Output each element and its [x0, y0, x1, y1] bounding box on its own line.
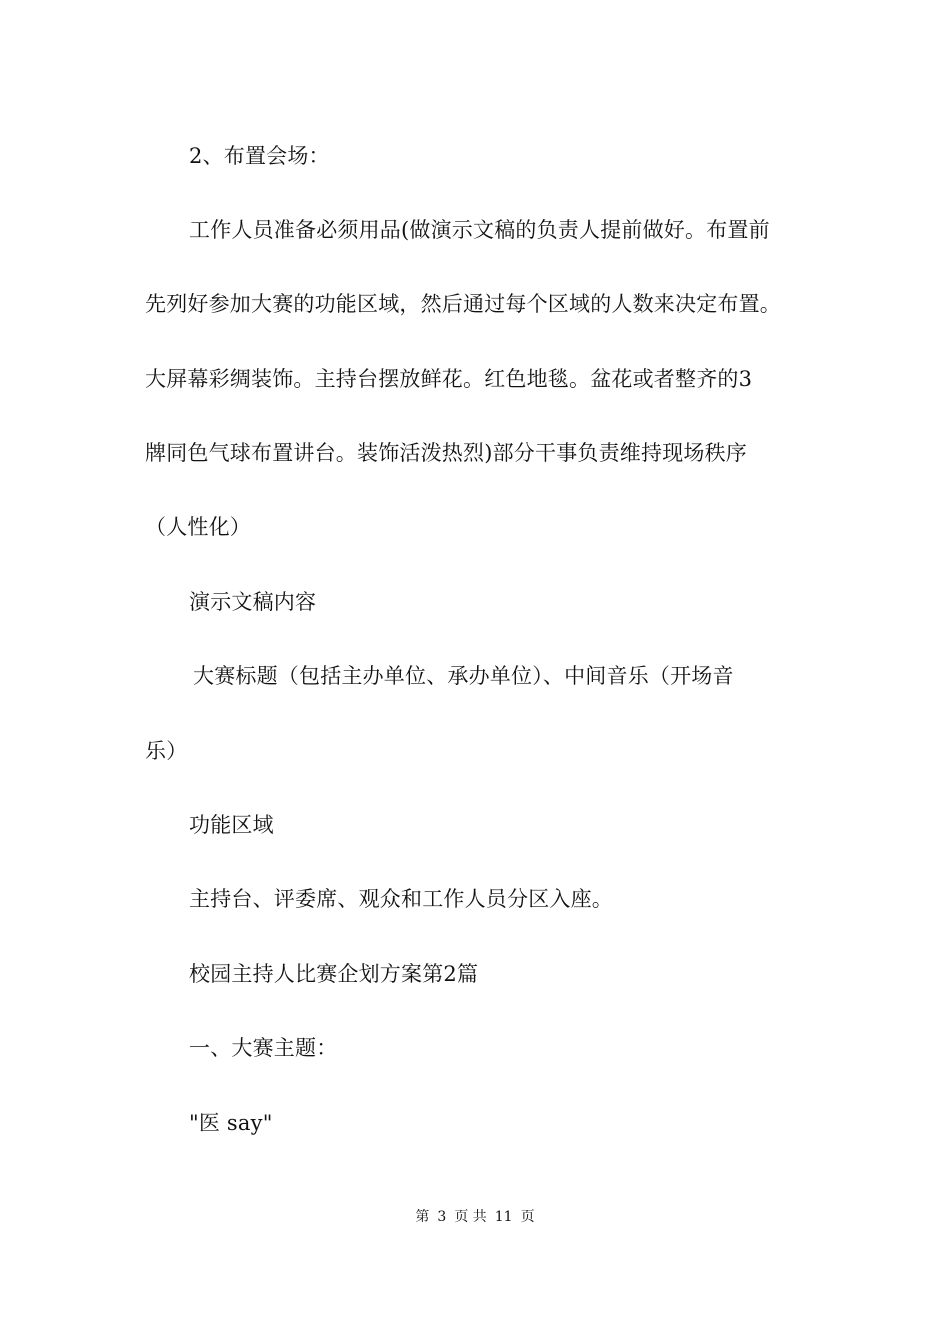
subheading-presentation-content: 演示文稿内容: [189, 590, 317, 614]
paragraph-line: 大赛标题（包括主办单位、承办单位）、中间音乐（开场音: [193, 664, 734, 688]
paragraph-line: 主持台、评委席、观众和工作人员分区入座。: [189, 887, 613, 911]
paragraph-line: 乐）: [145, 739, 188, 763]
paragraph-line: 先列好参加大赛的功能区域，然后通过每个区域的人数来决定布置。: [145, 292, 781, 316]
footer-middle: 页 共: [454, 1209, 487, 1225]
paragraph-line: 工作人员准备必须用品(做演示文稿的负责人提前做好。布置前: [189, 218, 770, 242]
footer-current-page: 3: [437, 1209, 447, 1225]
footer-suffix: 页: [520, 1209, 535, 1225]
theme-value: "医 say": [189, 1111, 273, 1135]
section-heading-theme: 一、大赛主题：: [189, 1036, 338, 1060]
paragraph-line: 牌同色气球布置讲台。装饰活泼热烈)部分干事负责维持现场秩序: [145, 441, 747, 465]
footer-prefix: 第: [415, 1209, 430, 1225]
section-heading-venue: 2、布置会场：: [189, 144, 330, 168]
footer-total-pages: 11: [494, 1209, 513, 1225]
paragraph-line: （人性化）: [145, 515, 251, 539]
section-title-plan-2: 校园主持人比赛企划方案第2篇: [189, 962, 479, 986]
paragraph-line: 大屏幕彩绸装饰。主持台摆放鲜花。红色地毯。盆花或者整齐的3: [145, 367, 753, 391]
page-footer: [0, 1207, 950, 1227]
subheading-function-areas: 功能区域: [189, 813, 274, 837]
